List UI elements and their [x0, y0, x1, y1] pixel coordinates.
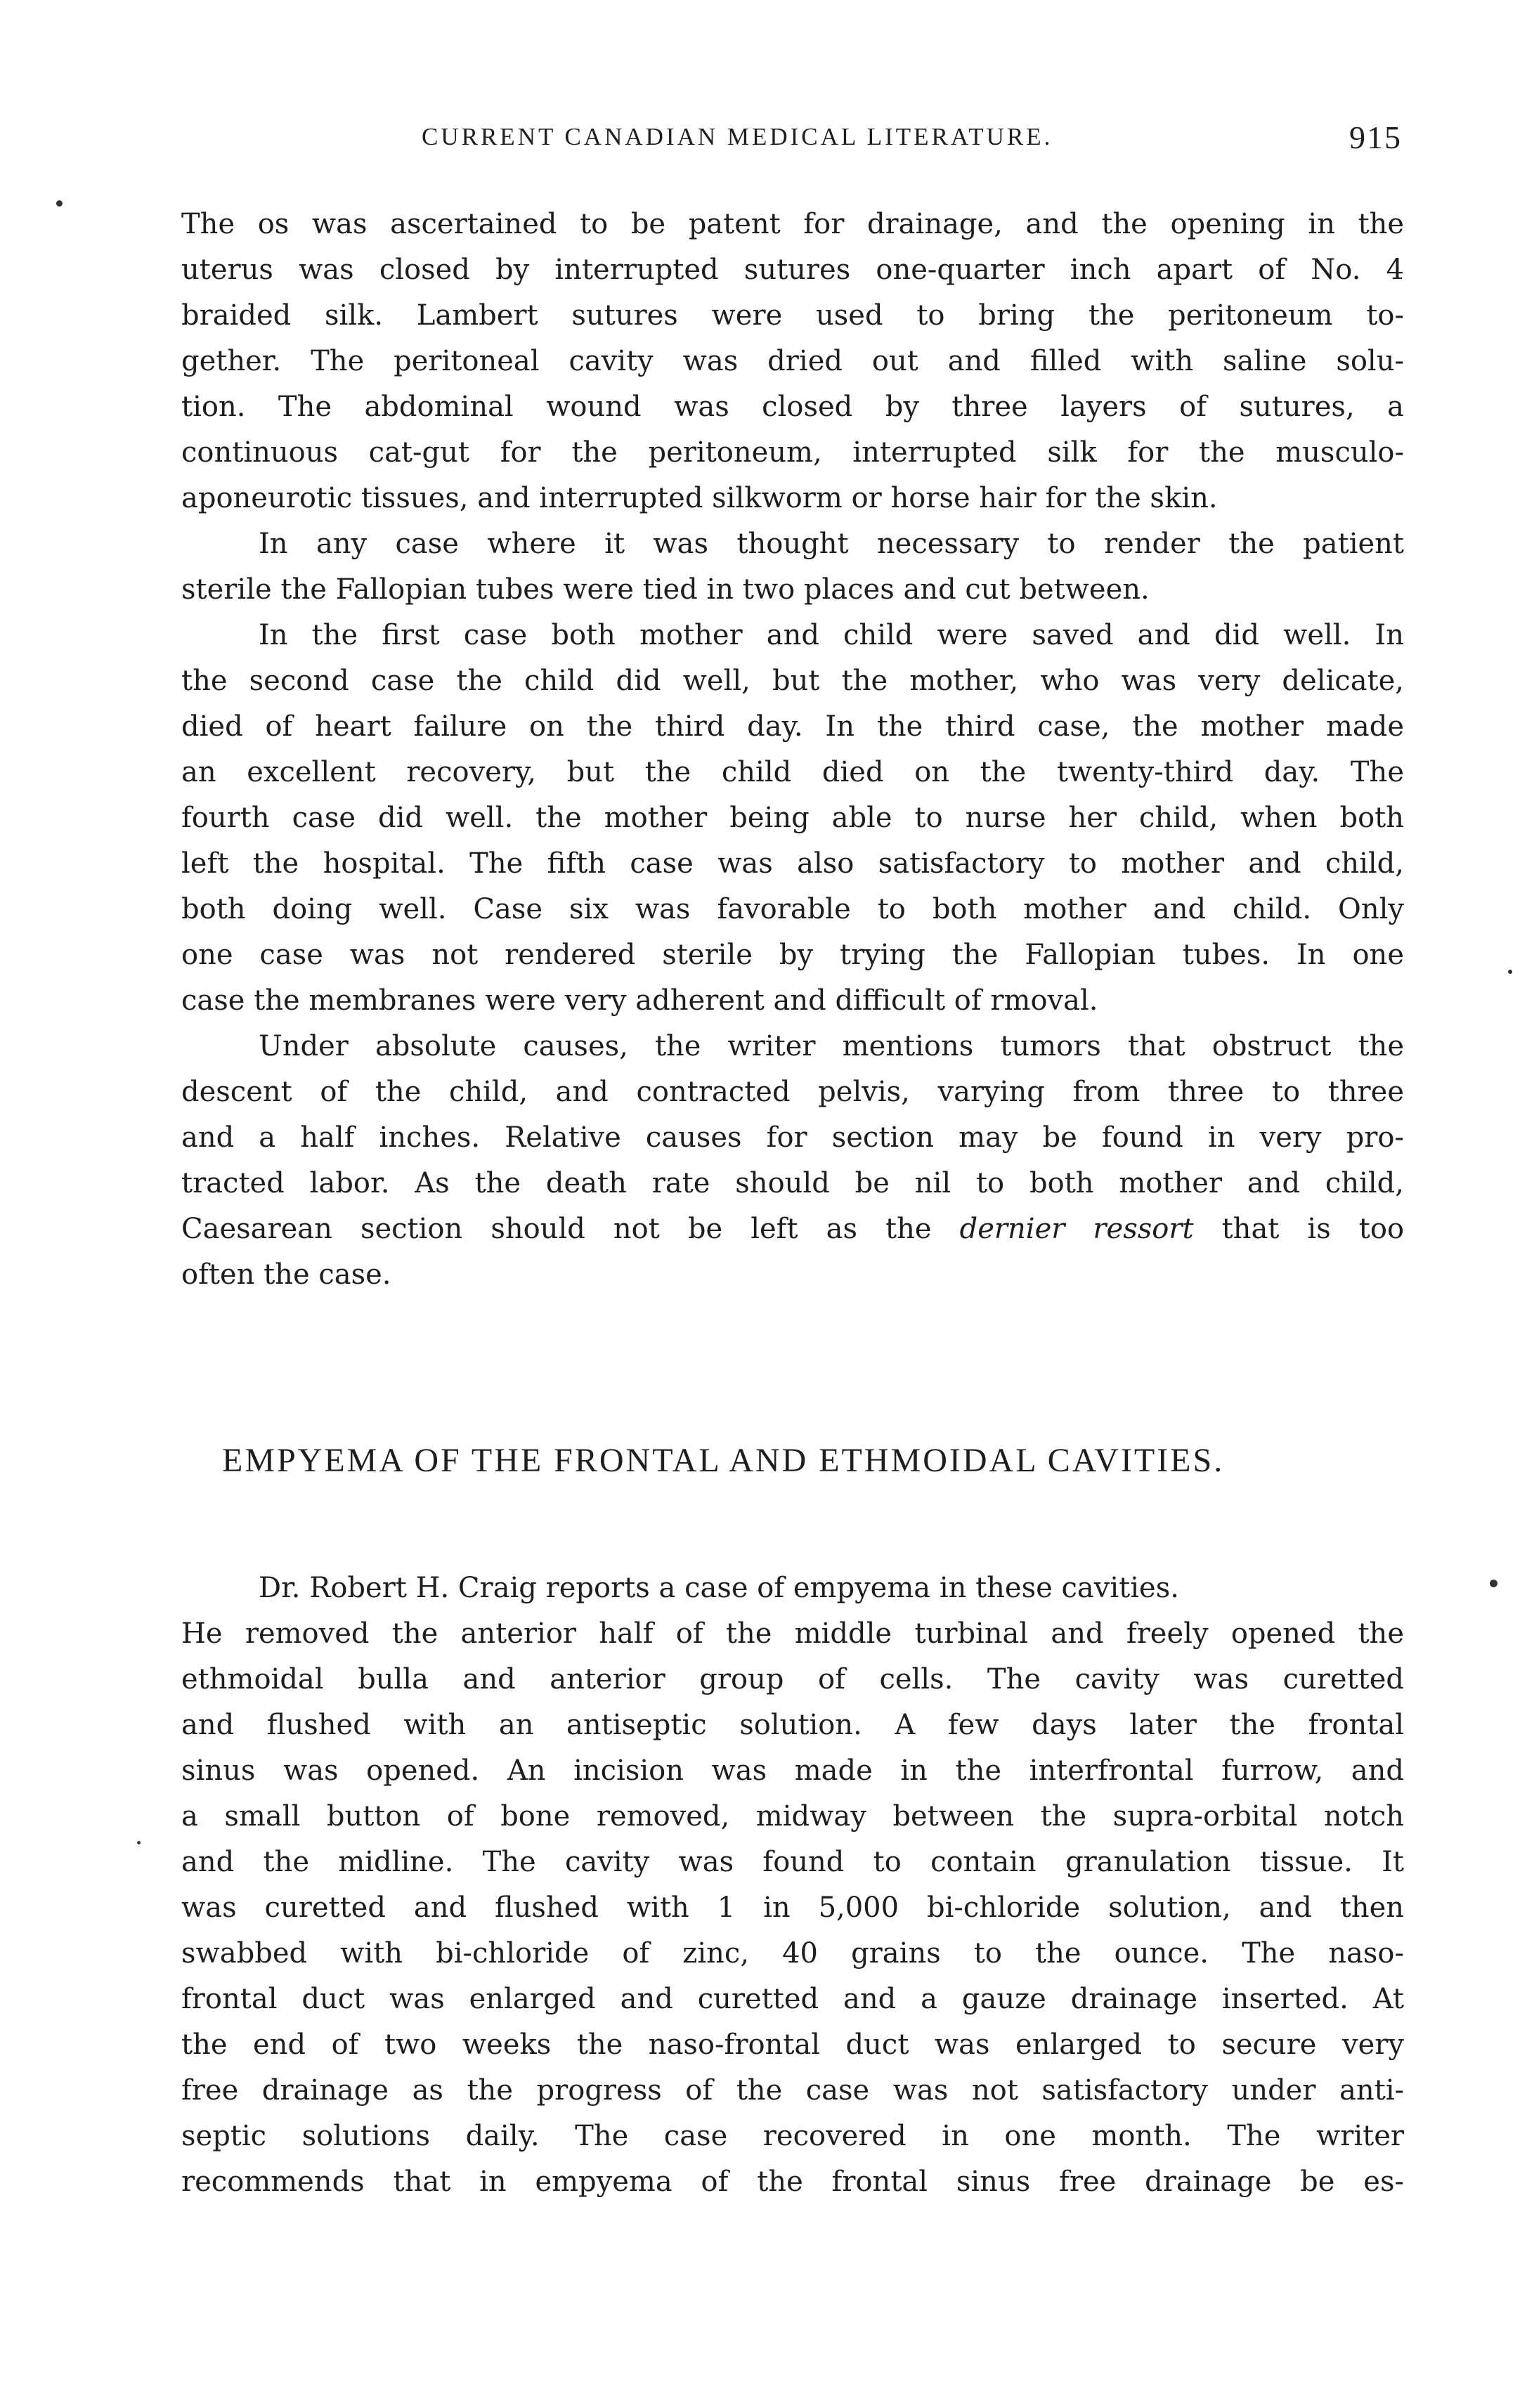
line-tail: that is too — [1221, 1213, 1404, 1245]
paragraph-line: septic solutions daily. The case recovered in one month. The writer — [181, 2120, 1404, 2152]
paragraph-line: swabbed with bi-chloride of zinc, 40 grains to the ounce. The naso- — [181, 1937, 1404, 1970]
paragraph-line: uterus was closed by interrupted sutures one-quarter inch apart of No. 4 — [181, 254, 1404, 286]
paragraph-line: left the hospital. The fifth case was also satisfactory to mother and child, — [181, 847, 1404, 880]
paragraph-line: the second case the child did well, but the mother, who was very delicate, — [181, 665, 1404, 697]
paragraph-line: died of heart failure on the third day. In the third case, the mother made — [181, 710, 1404, 743]
paragraph-line: In any case where it was thought necessary to render the patient — [259, 528, 1404, 560]
scan-speck — [1508, 970, 1512, 974]
paragraph-line: and the midline. The cavity was found to contain granulation tissue. It — [181, 1846, 1404, 1878]
paragraph-line: He removed the anterior half of the middle turbinal and freely opened the — [181, 1618, 1404, 1650]
paragraph-line: The os was ascertained to be patent for drainage, and the opening in the — [181, 208, 1404, 240]
paragraph-line: braided silk. Lambert sutures were used to bring the peritoneum to- — [181, 299, 1404, 332]
scan-speck — [137, 1841, 141, 1844]
paragraph-line: fourth case did well. the mother being able to nurse her child, when both — [181, 802, 1404, 834]
paragraph-line: a small button of bone removed, midway between the supra-orbital notch — [181, 1800, 1404, 1833]
paragraph-line: continuous cat-gut for the peritoneum, interrupted silk for the musculo- — [181, 436, 1404, 469]
paragraph-line: ethmoidal bulla and anterior group of cells. The cavity was curetted — [181, 1663, 1404, 1696]
paragraph-line: sterile the Fallopian tubes were tied in two places and cut between. — [181, 573, 1150, 606]
running-head — [179, 119, 1402, 165]
scan-speck — [56, 200, 63, 207]
paragraph-line: often the case. — [181, 1258, 391, 1291]
paragraph-line: both doing well. Case six was favorable to both mother and child. Only — [181, 893, 1404, 925]
paragraph-line: Under absolute causes, the writer mentions tumors that obstruct the — [259, 1030, 1404, 1062]
scan-speck — [1490, 1580, 1497, 1587]
paragraph-line-with-emphasis — [181, 1206, 1404, 1252]
paragraph-line: sinus was opened. An incision was made in the interfrontal furrow, and — [181, 1755, 1404, 1787]
paragraph-line: Dr. Robert H. Craig reports a case of empyema in these cavities. — [259, 1572, 1179, 1604]
line-head: Caesarean section should not be left as the — [181, 1213, 932, 1245]
paragraph-line: the end of two weeks the naso-frontal duct was enlarged to secure very — [181, 2029, 1404, 2061]
article-continuation — [181, 202, 1404, 1298]
paragraph-line: descent of the child, and contracted pelvis, varying from three to three — [181, 1076, 1404, 1108]
paragraph-line: aponeurotic tissues, and interrupted silkworm or horse hair for the skin. — [181, 482, 1218, 514]
paragraph-line: gether. The peritoneal cavity was dried out and filled with saline solu- — [181, 345, 1404, 377]
paragraph-line: tion. The abdominal wound was closed by three layers of sutures, a — [181, 391, 1404, 423]
paragraph-line: tracted labor. As the death rate should be nil to both mother and child, — [181, 1167, 1404, 1199]
emphasis-phrase: dernier ressort — [959, 1213, 1194, 1245]
paragraph-line: In the first case both mother and child were saved and did well. In — [259, 619, 1404, 651]
paragraph-line: and a half inches. Relative causes for section may be found in very pro- — [181, 1121, 1404, 1154]
article-body — [181, 1566, 1404, 2205]
page-number: 915 — [1349, 119, 1402, 155]
paragraph-line: an excellent recovery, but the child died on the twenty-third day. The — [181, 756, 1404, 788]
paragraph-line: case the membranes were very adherent and difficult of rmoval. — [181, 984, 1098, 1017]
paragraph-line: recommends that in empyema of the frontal sinus free drainage be es- — [181, 2166, 1404, 2198]
section-heading: EMPYEMA OF THE FRONTAL AND ETHMOIDAL CAVITIES. — [222, 1442, 1225, 1479]
paragraph-line: free drainage as the progress of the case was not satisfactory under anti- — [181, 2074, 1404, 2107]
paragraph-line: one case was not rendered sterile by trying the Fallopian tubes. In one — [181, 939, 1404, 971]
running-title: CURRENT CANADIAN MEDICAL LITERATURE. — [422, 123, 1053, 150]
paragraph-line: and flushed with an antiseptic solution. A few days later the frontal — [181, 1709, 1404, 1741]
paragraph-line: was curetted and flushed with 1 in 5,000 bi-chloride solution, and then — [181, 1892, 1404, 1924]
paragraph-line: frontal duct was enlarged and curetted and a gauze drainage inserted. At — [181, 1983, 1404, 2015]
